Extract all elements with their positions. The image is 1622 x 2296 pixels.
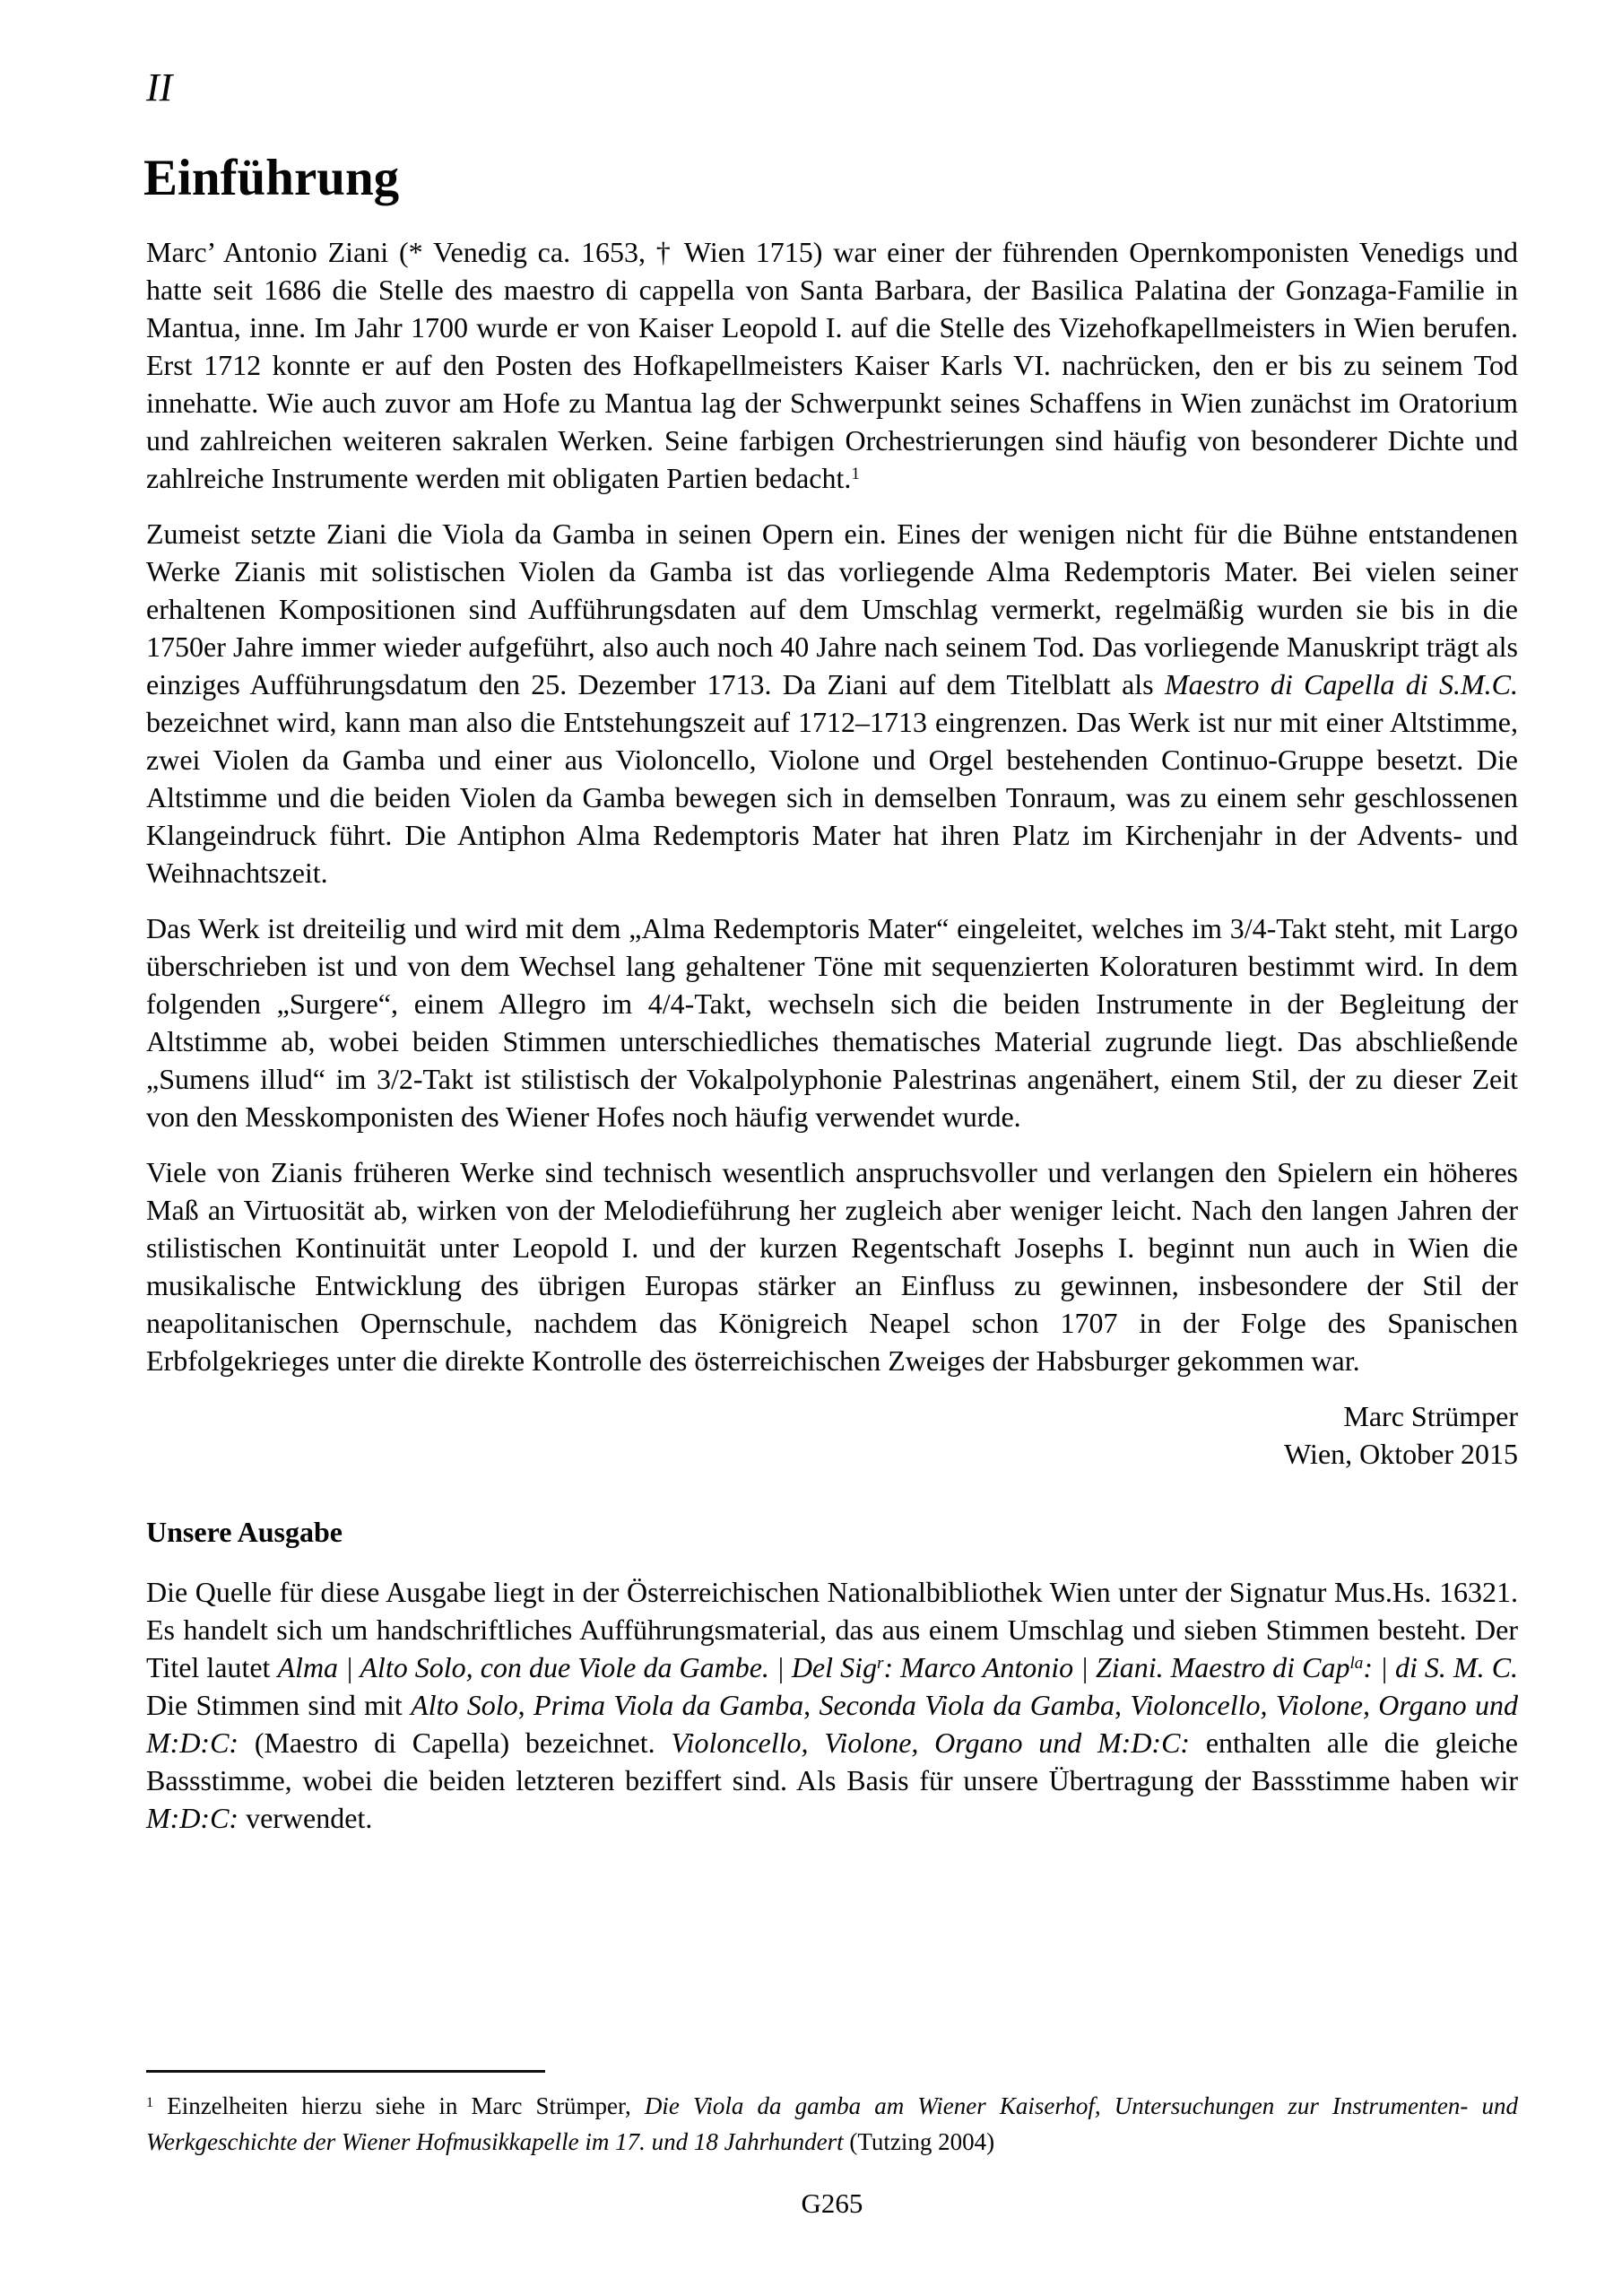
paragraph: Das Werk ist dreiteilig und wird mit dem „Alma Redemptoris Mater“ eingeleitet, welches im 3/4-Takt steht, mit Largo überschrieben ist und von dem Wechsel lang gehaltener Töne mit sequenzierten Koloraturen bestimmt wird. In dem folgenden „Surgere“, einem Allegro im 4/4-Takt, wechseln sich die beiden Instrumente in der Begleitung der Altstimme ab, wobei beiden Stimmen unterschiedliches thematisches Material zugrunde liegt. Das abschließende „Sumens illud“ im 3/2-Takt ist stilistisch der Vokalpolyphonie Palestrinas angenähert, einem Stil, der zu dieser Zeit von den Messkomponisten des Wiener Hofes noch häufig verwendet wurde.: [146, 912, 1518, 1133]
page-title: Einführung: [143, 150, 400, 206]
paragraph: Viele von Zianis früheren Werke sind technisch wesentlich anspruchsvoller und verlangen den Spielern ein höheres Maß an Virtuosität ab, wirken von der Melodieführung her zugleich aber weniger leicht. Nach den langen Jahren der stilistischen Kontinuität unter Leopold I. und der kurzen Regentschaft Josephs I. beginnt nun auch in Wien die musikalische Entwicklung des übrigen Europas stärker an Einfluss zu gewinnen, insbesondere der Stil der neapolitanischen Opernschule, nachdem das Königreich Neapel schon 1707 in der Folge des Spanischen Erbfolgekrieges unter die direkte Kontrolle des österreichischen Zweiges der Habsburger gekommen war.: [146, 1156, 1518, 1377]
footnote: $^1$ Einzelheiten hierzu siehe in Marc Strümper, Die Viola da gamba am Wiener Kaiserhof, Untersuchungen zur Instrumenten- und Werkgeschichte der Wiener Hofmusikkapelle im 17. und 18 Jahrhundert (Tutzing 2004): [146, 2092, 1519, 2155]
body-text: [146, 233, 1518, 1855]
footnote-separator: [146, 2070, 545, 2073]
page-number: II: [146, 65, 173, 109]
page-footer: G265: [801, 2187, 863, 2219]
signature-block: [146, 1397, 1518, 1473]
paragraph: Die Quelle für diese Ausgabe liegt in der Österreichischen Nationalbibliothek Wien unter der Signatur Mus.Hs. 16321. Es handelt sich um handschriftliches Aufführungsmaterial, das aus einem Umschlag und sieben Stimmen besteht. Der Titel lautet Alma | Alto Solo, con due Viole da Gambe. | Del Sig$^r$: Marco Antonio | Ziani. Maestro di Cap$^{la}$: | di S. M. C. Die Stimmen sind mit Alto Solo, Prima Viola da Gamba, Seconda Viola da Gamba, Violoncello, Violone, Organo und M:D:C: (Maestro di Capella) bezeichnet. Violoncello, Violone, Organo und M:D:C: enthalten alle die gleiche Bassstimme, wobei die beiden letzteren beziffert sind. Als Basis für unsere Übertragung der Bassstimme haben wir M:D:C: verwendet.: [146, 1576, 1519, 1834]
paragraph: Marc’ Antonio Ziani (* Venedig ca. 1653, † Wien 1715) war einer der führenden Opernkomponisten Venedigs und hatte seit 1686 die Stelle des maestro di cappella von Santa Barbara, der Basilica Palatina der Gonzaga-Familie in Mantua, inne. Im Jahr 1700 wurde er von Kaiser Leopold I. auf die Stelle des Vizehofkapellmeisters in Wien berufen. Erst 1712 konnte er auf den Posten des Hofkapellmeisters Kaiser Karls VI. nachrücken, den er bis zu seinem Tod innehatte. Wie auch zuvor am Hofe zu Mantua lag der Schwerpunkt seines Schaffens in Wien zunächst im Oratorium und zahlreichen weiteren sakralen Werken. Seine farbigen Orchestrierungen sind häufig von besonderer Dichte und zahlreiche Instrumente werden mit obligaten Partien bedacht.$^1$: [146, 236, 1518, 494]
paragraph: Zumeist setzte Ziani die Viola da Gamba in seinen Opern ein. Eines der wenigen nicht für die Bühne entstandenen Werke Zianis mit solistischen Violen da Gamba ist das vorliegende Alma Redemptoris Mater. Bei vielen seiner erhaltenen Kompositionen sind Aufführungsdaten auf dem Umschlag vermerkt, regelmäßig wurden sie bis in die 1750er Jahre immer wieder aufgeführt, also auch noch 40 Jahre nach seinem Tod. Das vorliegende Manuskript trägt als einziges Aufführungsdatum den 25. Dezember 1713. Da Ziani auf dem Titelblatt als Maestro di Capella di S.M.C. bezeichnet wird, kann man also die Entstehungszeit auf 1712–1713 eingrenzen. Das Werk ist nur mit einer Altstimme, zwei Violen da Gamba und einer aus Violoncello, Violone und Orgel bestehenden Continuo-Gruppe besetzt. Die Altstimme und die beiden Violen da Gamba bewegen sich in demselben Tonraum, was zu einem sehr geschlossenen Klangeindruck führt. Die Antiphon Alma Redemptoris Mater hat ihren Platz im Kirchenjahr in der Advents- und Weihnachtszeit.: [146, 517, 1519, 889]
signature-name: Marc Strümper: [1343, 1400, 1518, 1432]
section-heading: Unsere Ausgabe: [146, 1516, 343, 1548]
signature-place-date: Wien, Oktober 2015: [1284, 1438, 1518, 1470]
